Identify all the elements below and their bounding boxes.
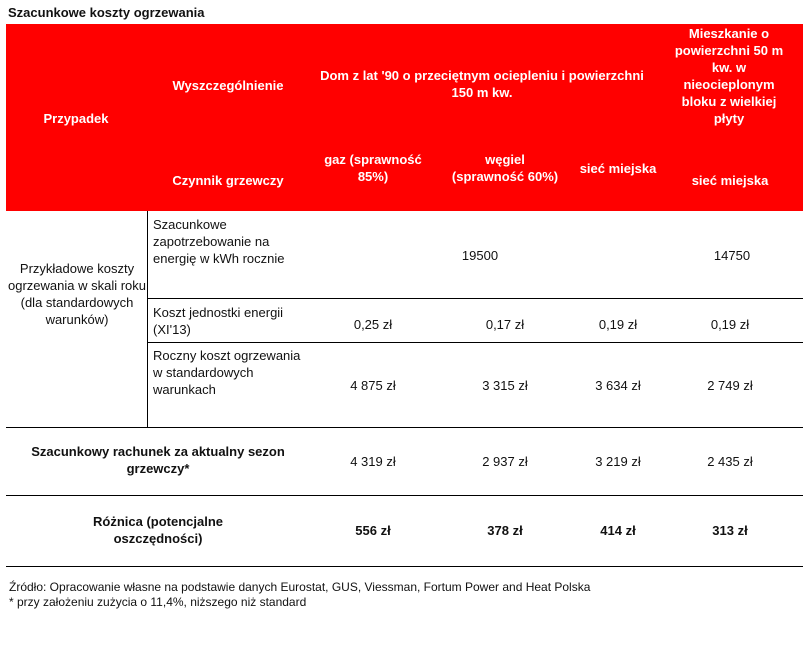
header-heating-factor: Czynnik grzewczy: [172, 173, 284, 188]
row-divider: [6, 427, 803, 428]
header-col-district-flat: sieć miejska: [691, 173, 769, 188]
row-divider: [148, 342, 803, 343]
cell-annual-cost: 3 315 zł: [482, 378, 528, 393]
row-label-bill: Szacunkowy rachunek za aktualny sezon grzewczy*: [31, 444, 285, 476]
row-divider: [6, 495, 803, 496]
cell-bill: 4 319 zł: [350, 454, 396, 469]
row-label-annual-cost: Roczny koszt ogrzewania w standardowych warunkach: [153, 348, 301, 397]
header-specification: Wyszczególnienie: [172, 78, 284, 93]
header-col-district: sieć miejska: [579, 161, 657, 176]
header-flat-group: Mieszkanie o powierzchni 50 m kw. w nieocieplonym bloku z wielkiej płyty: [674, 26, 784, 126]
cell-difference: 556 zł: [355, 523, 391, 538]
cell-demand-house: 19500: [461, 248, 499, 263]
cell-unit-cost: 0,19 zł: [598, 317, 638, 332]
header-case: Przypadek: [43, 111, 109, 126]
cell-bill: 2 435 zł: [707, 454, 753, 469]
row-label-difference: Różnica (potencjalne oszczędności): [92, 514, 224, 546]
cell-annual-cost: 3 634 zł: [595, 378, 641, 393]
source-note: Źródło: Opracowanie własne na podstawie danych Eurostat, GUS, Viessman, Fortum Power and Heat Polska: [9, 580, 591, 594]
table-title: Szacunkowe koszty ogrzewania: [8, 5, 205, 20]
cell-difference: 313 zł: [712, 523, 748, 538]
footnote: * przy założeniu zużycia o 11,4%, niższego niż standard: [9, 595, 307, 609]
header-col-coal: węgiel (sprawność 60%): [451, 152, 559, 184]
cell-unit-cost: 0,19 zł: [710, 317, 750, 332]
cell-unit-cost: 0,25 zł: [353, 317, 393, 332]
cell-bill: 2 937 zł: [482, 454, 528, 469]
header-col-gas: gaz (sprawność 85%): [324, 152, 422, 184]
group-label: Przykładowe koszty ogrzewania w skali roku (dla standardowych warunków): [8, 261, 147, 327]
cell-unit-cost: 0,17 zł: [485, 317, 525, 332]
column-divider: [147, 211, 148, 427]
cell-demand-flat: 14750: [713, 248, 751, 263]
cell-annual-cost: 4 875 zł: [350, 378, 396, 393]
row-label-unit-cost: Koszt jednostki energii (XI'13): [153, 305, 284, 337]
cell-bill: 3 219 zł: [595, 454, 641, 469]
cell-difference: 378 zł: [487, 523, 523, 538]
row-label-demand: Szacunkowe zapotrzebowanie na energię w kWh rocznie: [153, 217, 285, 266]
row-divider: [148, 298, 803, 299]
cell-difference: 414 zł: [600, 523, 636, 538]
header-house-group: Dom z lat '90 o przeciętnym ociepleniu i powierzchni 150 m kw.: [320, 68, 644, 100]
cell-annual-cost: 2 749 zł: [707, 378, 753, 393]
row-divider: [6, 566, 803, 567]
